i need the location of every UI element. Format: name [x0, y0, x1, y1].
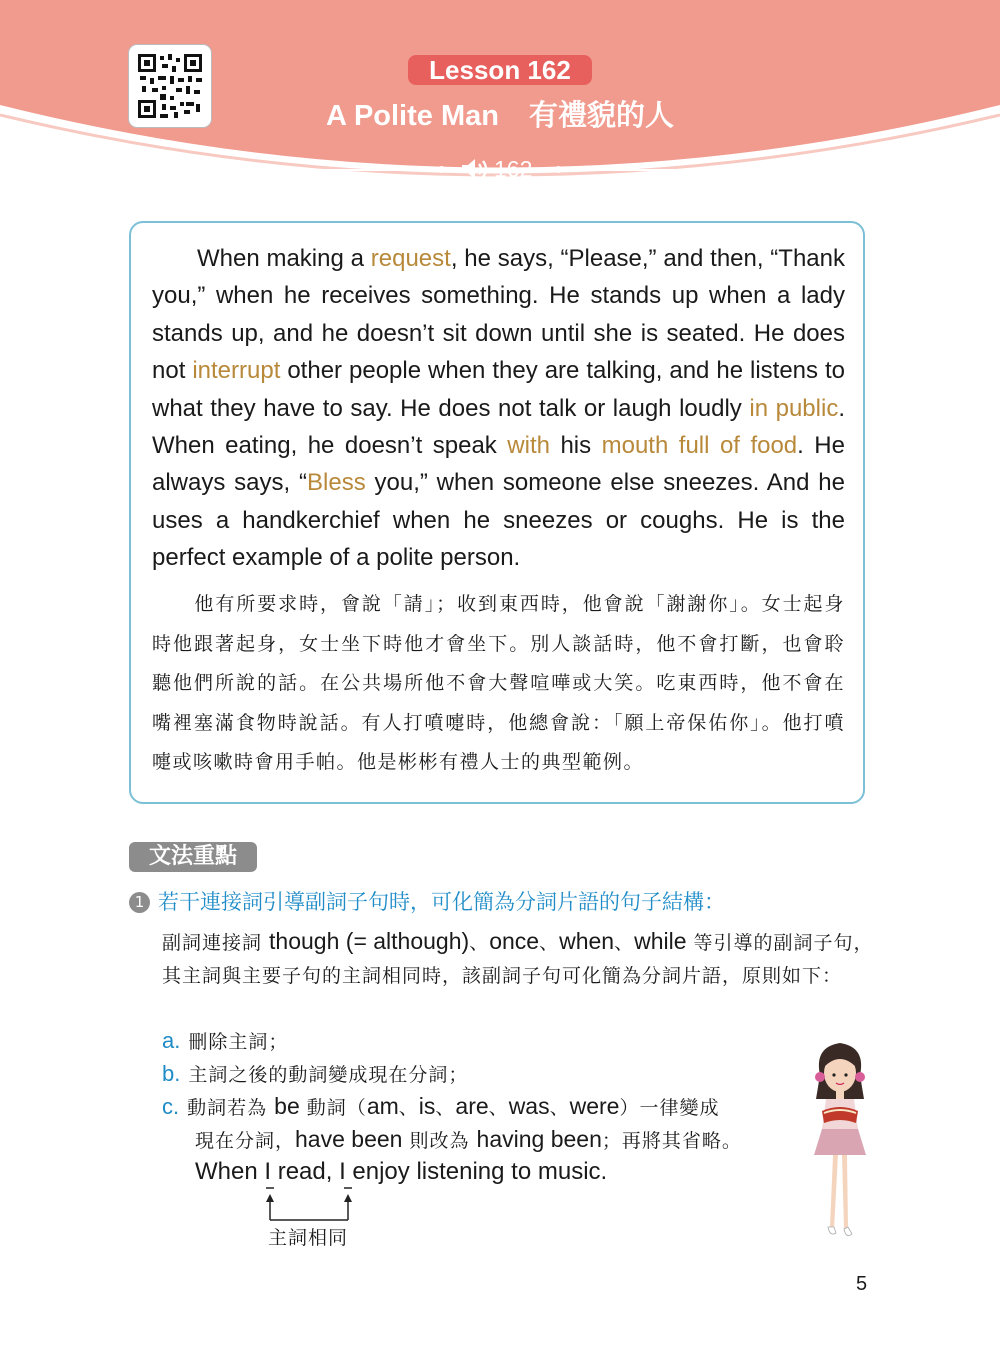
chinese-translation	[152, 585, 845, 783]
vocabulary-keyword: mouth full of food	[601, 432, 798, 460]
audio-track-bar	[320, 152, 680, 186]
rule-text: ；再將其省略。	[601, 1130, 742, 1152]
passage-text: other people when they are talking, and he listens to what they have to say. He does not talk or laugh loudly	[152, 357, 846, 422]
lesson-title-en: A Polite Man	[326, 100, 499, 132]
term-am: am	[366, 1093, 399, 1119]
rule-label: a.	[162, 1028, 181, 1053]
audio-track-button[interactable]	[460, 155, 532, 183]
rule-text: ）一律變成	[619, 1097, 720, 1119]
term-be: be	[274, 1093, 300, 1119]
point-number-badge: 1	[129, 892, 150, 913]
rule-b	[162, 1057, 468, 1092]
lesson-number-badge: Lesson 162	[408, 55, 592, 85]
passage-text: When making a	[197, 245, 371, 272]
page-number: 5	[856, 1273, 868, 1295]
speaker-icon	[460, 157, 490, 181]
same-subject-bracket	[260, 1186, 360, 1222]
girl-reading-illustration	[800, 1037, 880, 1252]
separator: 、	[469, 932, 490, 954]
example-sentence: When I read, I enjoy listening to music.	[195, 1158, 608, 1185]
passage-text: . He always says, “	[152, 432, 845, 497]
explanation-text: 副詞連接詞	[162, 932, 270, 954]
grammar-point-title: 若干連接詞引導副詞子句時，可化簡為分詞片語的句子結構：	[158, 890, 725, 914]
explanation-text: 等引導的副詞子句，其主詞與主要子句的主詞相同時，該副詞子句可化簡為分詞片語，原則如下：	[162, 932, 874, 987]
rule-text: 動詞若為	[187, 1097, 275, 1119]
conjunction-while: while	[634, 928, 687, 954]
conjunction-when: when	[559, 928, 615, 954]
rule-label: b.	[162, 1061, 181, 1086]
term-having-been: having been	[476, 1126, 602, 1152]
divider-line	[320, 169, 440, 171]
separator: 、	[398, 1097, 419, 1119]
passage-text: his	[549, 432, 602, 460]
separator: 、	[435, 1097, 456, 1119]
rule-label: c.	[162, 1094, 180, 1119]
vocabulary-keyword: interrupt	[192, 357, 281, 385]
term-have-been: have been	[295, 1126, 403, 1152]
lesson-title	[0, 96, 1000, 136]
divider-line	[560, 169, 680, 171]
rule-text: 動詞（	[299, 1097, 367, 1119]
term-were: were	[569, 1093, 620, 1119]
lesson-title-zh: 有禮貌的人	[528, 100, 674, 132]
passage-text: . When eating, he doesn’t speak	[152, 394, 845, 460]
passage-text: you,” when someone else sneezes. And he uses a handkerchief when he sneezes or coughs. He is the perfect example of a polite person.	[152, 469, 846, 572]
same-subject-label: 主詞相同	[268, 1227, 349, 1249]
term-is: is	[418, 1093, 436, 1119]
conjunction-though: though (= although)	[269, 928, 470, 954]
rule-c	[162, 1090, 719, 1125]
english-passage	[152, 240, 845, 577]
term-was: was	[508, 1093, 550, 1119]
passage-text: , he says, “Please,” and then, “Thank you,” when he receives something. He stands up when a lady stands up, and he doesn’t sit down until she is seated. He does not	[152, 245, 845, 385]
grammar-explanation	[162, 925, 874, 992]
vocabulary-keyword: with	[507, 432, 550, 460]
vocabulary-keyword: request	[370, 245, 451, 272]
vocabulary-keyword: Bless	[307, 469, 366, 497]
vocabulary-keyword: in public	[749, 394, 839, 422]
rule-text: 則改為	[402, 1130, 477, 1152]
rule-c-continued	[195, 1123, 742, 1158]
rule-a	[162, 1024, 288, 1059]
conjunction-once: once	[489, 928, 540, 954]
grammar-point-heading	[129, 887, 725, 917]
audio-track-number: 162	[494, 156, 533, 182]
chinese-translation-text: 他有所要求時，會說「請」；收到東西時，他會說「謝謝你」。女士起身時他跟著起身，女士坐下時他才會坐下。別人談話時，他不會打斷，也會聆聽他們所說的話。在公共場所他不會大聲喧嘩或大笑。吃東西時，他不會在嘴裡塞滿食物時說話。有人打噴嚏時，他總會說：「願上帝保佑你」。他打噴嚏或咳嗽時會用手帕。他是彬彬有禮人士的典型範例。	[152, 593, 845, 773]
term-are: are	[455, 1093, 489, 1119]
separator: 、	[549, 1097, 570, 1119]
rule-text: 主詞之後的動詞變成現在分詞；	[188, 1064, 469, 1086]
separator: 、	[614, 932, 635, 954]
rule-text: 現在分詞，	[195, 1130, 296, 1152]
separator: 、	[539, 932, 560, 954]
separator: 、	[488, 1097, 509, 1119]
grammar-section-tag: 文法重點	[129, 842, 257, 872]
rule-text: 刪除主詞；	[188, 1031, 289, 1053]
